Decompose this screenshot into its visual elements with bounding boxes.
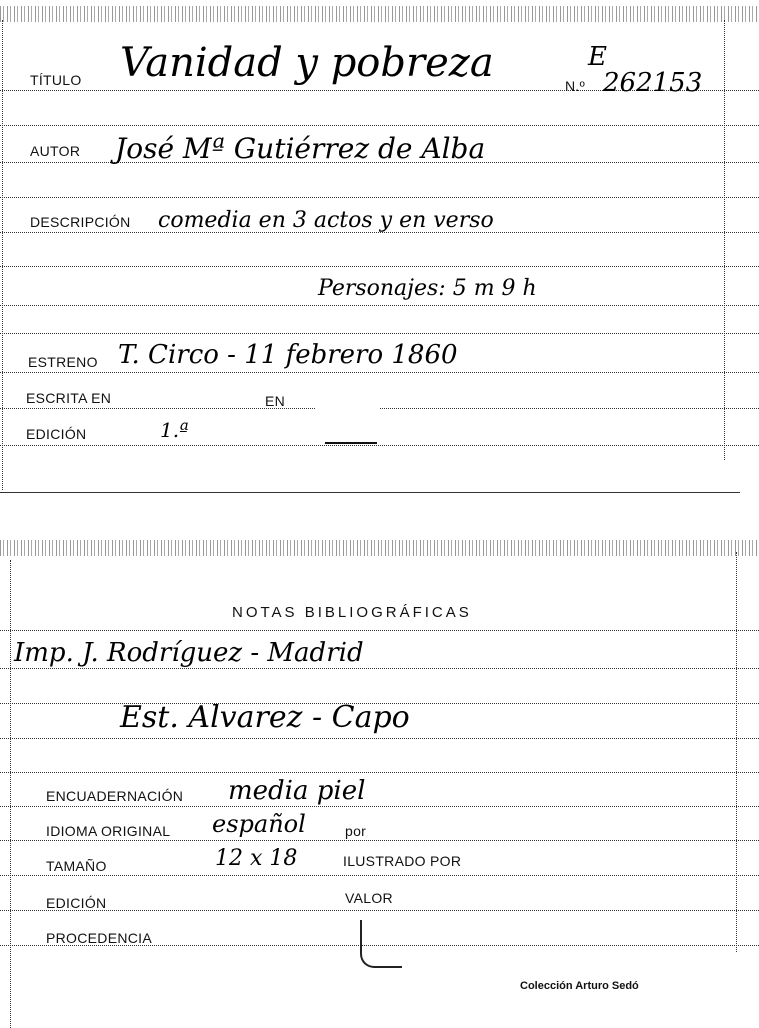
scan-smudge <box>316 405 380 435</box>
autor-label: AUTOR <box>30 143 81 159</box>
rule-line <box>0 772 759 773</box>
idioma-value: español <box>212 810 306 838</box>
estreno-value: T. Circo - 11 febrero 1860 <box>118 340 458 370</box>
rule-line <box>0 305 759 306</box>
rule-line <box>0 197 759 198</box>
rule-line <box>0 372 759 373</box>
catalog-card-front <box>0 0 759 500</box>
numero-label: N.º <box>565 78 586 94</box>
numero-prefix: E <box>588 42 607 72</box>
autor-value: José Mª Gutiérrez de Alba <box>115 132 486 165</box>
numero-value: 262153 <box>603 68 703 98</box>
ilustrado-label: ILUSTRADO POR <box>343 853 462 869</box>
rule-line <box>0 445 759 446</box>
en-label: EN <box>265 393 286 409</box>
rule-line <box>0 738 759 739</box>
rule-line <box>0 806 759 807</box>
rule-line <box>0 875 759 876</box>
scan-mark <box>360 920 402 968</box>
rule-line <box>0 630 759 631</box>
card-right-edge <box>736 552 737 952</box>
card-right-edge <box>724 20 725 460</box>
notas-heading: NOTAS BIBLIOGRÁFICAS <box>232 604 472 621</box>
note-line-1: Imp. J. Rodríguez - Madrid <box>14 638 364 668</box>
scan-smudge <box>325 432 377 444</box>
descripcion-label: DESCRIPCIÓN <box>30 214 131 230</box>
descripcion-value: comedia en 3 actos y en verso <box>158 208 494 233</box>
rule-line <box>0 910 759 911</box>
rule-line <box>0 266 759 267</box>
tamano-value: 12 x 18 <box>215 846 298 871</box>
descripcion-value-2: Personajes: 5 m 9 h <box>318 276 537 301</box>
encuadernacion-value: media piel <box>228 776 366 806</box>
edicion2-label: EDICIÓN <box>46 895 107 911</box>
rule-line <box>0 125 759 126</box>
estreno-label: ESTRENO <box>28 354 98 370</box>
edicion-value: 1.ª <box>160 418 189 442</box>
idioma-label: IDIOMA ORIGINAL <box>46 823 171 839</box>
titulo-value: Vanidad y pobreza <box>120 40 494 86</box>
valor-label: VALOR <box>345 890 393 906</box>
procedencia-label: PROCEDENCIA <box>46 930 152 946</box>
rule-line <box>0 668 759 669</box>
coleccion-label: Colección Arturo Sedó <box>520 980 639 992</box>
por-label: por <box>345 823 367 839</box>
escrita-en-label: ESCRITA EN <box>26 390 112 406</box>
rule-line <box>0 840 759 841</box>
note-line-2: Est. Alvarez - Capo <box>120 700 410 735</box>
tamano-label: TAMAÑO <box>46 858 107 874</box>
encuadernacion-label: ENCUADERNACIÓN <box>46 788 184 804</box>
edicion-label: EDICIÓN <box>26 426 87 442</box>
titulo-label: TÍTULO <box>30 72 82 88</box>
catalog-card-back <box>0 540 759 1028</box>
rule-line <box>0 333 759 334</box>
page-divider <box>0 492 740 493</box>
